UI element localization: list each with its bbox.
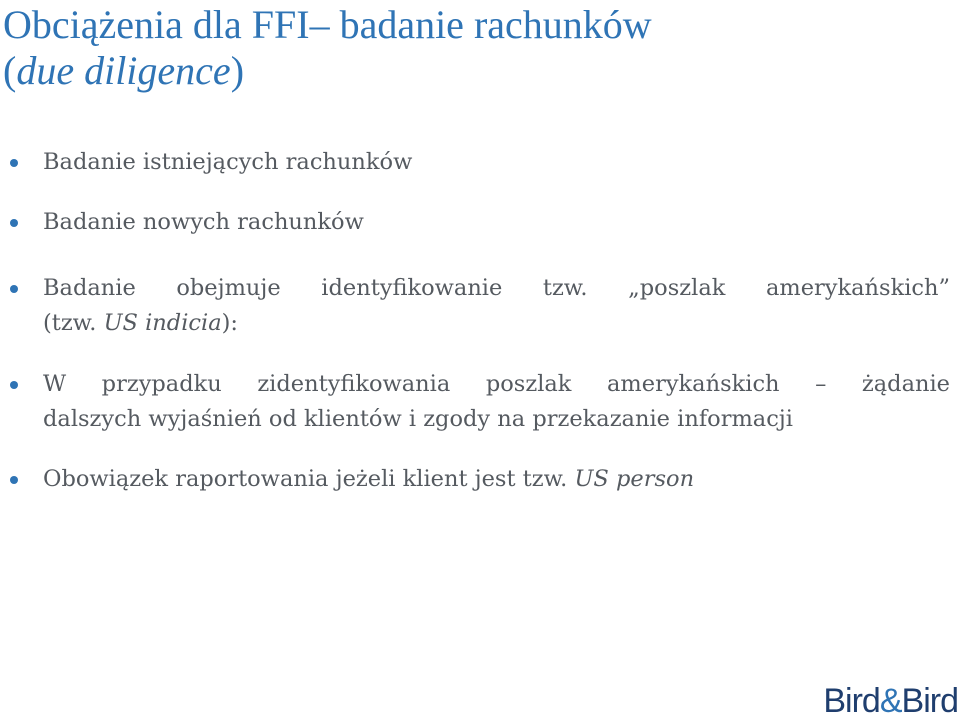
bird-and-bird-logo: Bird&Bird <box>823 682 958 720</box>
bullet-dot-icon <box>10 159 18 167</box>
bullet-dot-icon <box>10 381 18 389</box>
slide-title <box>3 2 958 94</box>
bullet-text-line-2: (tzw. US indicia): <box>43 310 238 336</box>
bullet-item <box>10 462 950 497</box>
slide-footer <box>0 680 960 727</box>
title-italic-term: due diligence <box>16 48 231 93</box>
bullet-text: Badanie istniejących rachunków <box>43 149 413 175</box>
italic-term: US person <box>574 466 695 492</box>
bullet-item <box>10 145 950 180</box>
bullet-dot-icon <box>10 476 18 484</box>
title-line-2: (due diligence) <box>3 48 245 93</box>
bullet-text-line-2: dalszych wyjaśnień od klientów i zgody na przekazanie informacji <box>43 406 793 432</box>
bullet-item <box>10 205 950 240</box>
bullet-item <box>10 367 950 437</box>
bullet-text-line-1: W przypadku zidentyfikowania poszlak amerykańskich – żądanie <box>43 371 950 397</box>
bullet-text: Obowiązek raportowania jeżeli klient jest tzw. <box>43 466 575 492</box>
footer-copyright: © Bird & Bird Maciej Gawroński sp.k. 2013 <box>2 706 291 721</box>
bullet-text-line-1: Badanie obejmuje identyfikowanie tzw. „poszlak amerykańskich” <box>43 275 950 301</box>
footer-presentation-title: Konsekwencje dla sektora bankowego wynikające z przyjęcia FATCA <box>356 706 694 720</box>
title-line-1: Obciążenia dla FFI– badanie rachunków <box>3 2 652 47</box>
bullet-item <box>10 271 950 341</box>
bullet-dot-icon <box>10 219 18 227</box>
bullet-dot-icon <box>10 285 18 293</box>
bullet-text: Badanie nowych rachunków <box>43 209 364 235</box>
italic-term: US indicia <box>103 310 222 336</box>
